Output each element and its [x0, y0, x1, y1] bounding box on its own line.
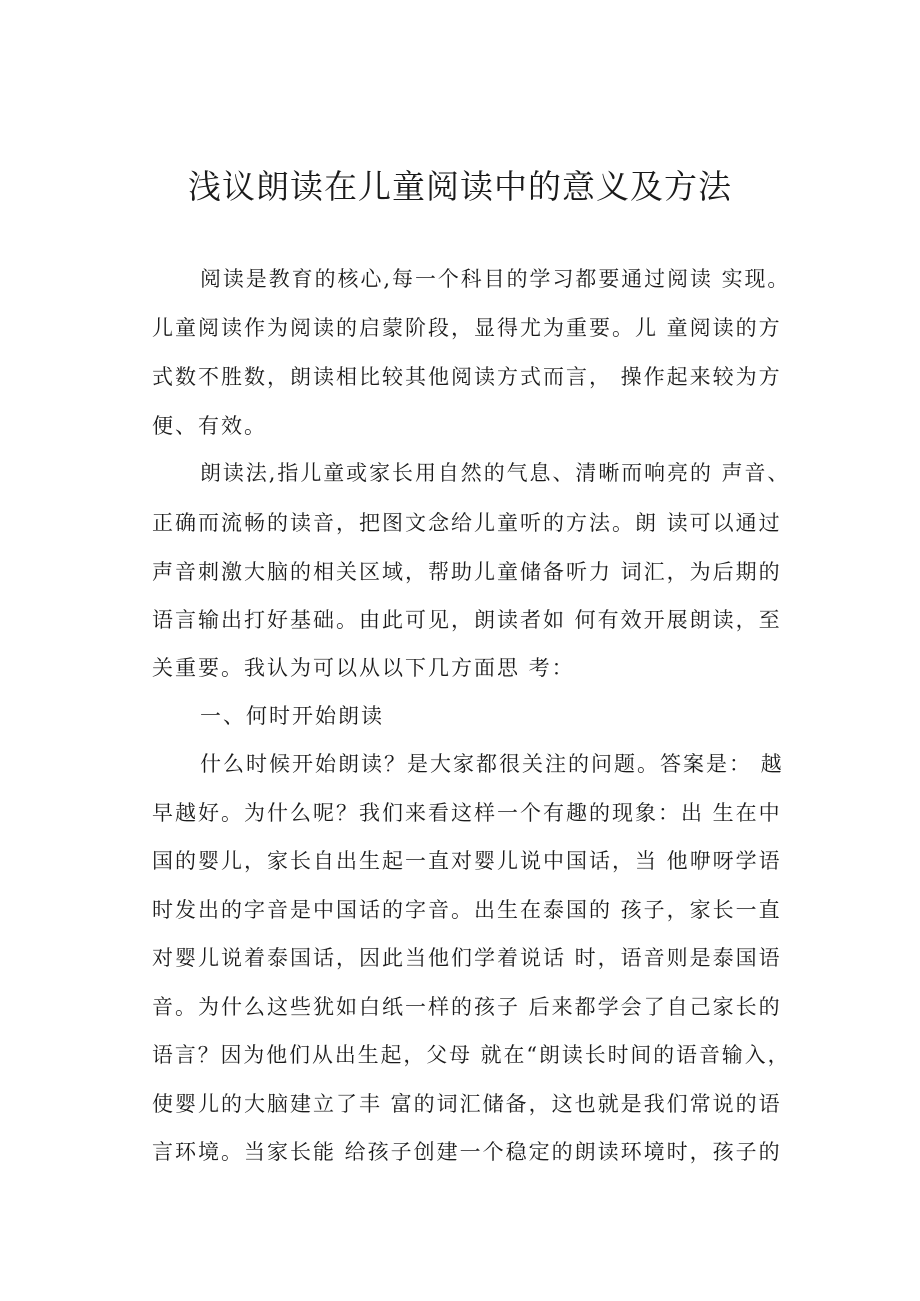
- document-title: 浅议朗读在儿童阅读中的意义及方法: [188, 167, 732, 206]
- paragraph-line: 国的婴儿，家长自出生起一直对婴儿说中国话，当 他咿呀学语: [152, 849, 782, 873]
- paragraph-line: 正确而流畅的读音，把图文念给儿童听的方法。朗 读可以通过: [152, 511, 782, 535]
- paragraph-line: 阅读是教育的核心,每一个科目的学习都要通过阅读 实现。: [200, 267, 791, 291]
- paragraph-line: 使婴儿的大脑建立了丰 富的词汇储备，这也就是我们常说的语: [152, 1092, 782, 1116]
- paragraph-line: 便、有效。: [152, 414, 267, 438]
- section-heading: 一、何时开始朗读: [200, 704, 384, 728]
- paragraph-line: 声音刺激大脑的相关区域，帮助儿童储备听力 词汇，为后期的: [152, 560, 782, 584]
- paragraph-line: 言环境。当家长能 给孩子创建一个稳定的朗读环境时，孩子的: [152, 1140, 782, 1164]
- paragraph-line: 朗读法,指儿童或家长用自然的气息、清晰而响亮的 声音、: [200, 461, 791, 485]
- paragraph-line: 音。为什么这些犹如白纸一样的孩子 后来都学会了自己家长的: [152, 995, 782, 1019]
- paragraph-line: 对婴儿说着泰国话，因此当他们学着说话 时，语音则是泰国语: [152, 946, 782, 970]
- paragraph-line: 关重要。我认为可以从以下几方面思 考：: [152, 656, 575, 680]
- paragraph-line: 儿童阅读作为阅读的启蒙阶段，显得尤为重要。儿 童阅读的方: [152, 316, 782, 340]
- paragraph-line: 式数不胜数，朗读相比较其他阅读方式而言， 操作起来较为方: [152, 365, 782, 389]
- paragraph-line: 语言？因为他们从出生起，父母 就在“朗读长时间的语音输入，: [152, 1043, 791, 1067]
- paragraph-line: 语言输出打好基础。由此可见，朗读者如 何有效开展朗读，至: [152, 608, 782, 632]
- paragraph-line: 什么时候开始朗读？是大家都很关注的问题。答案是： 越: [200, 752, 784, 776]
- paragraph-line: 时发出的字音是中国话的字音。出生在泰国的 孩子，家长一直: [152, 898, 782, 922]
- paragraph-line: 早越好。为什么呢？我们来看这样一个有趣的现象：出 生在中: [152, 801, 782, 825]
